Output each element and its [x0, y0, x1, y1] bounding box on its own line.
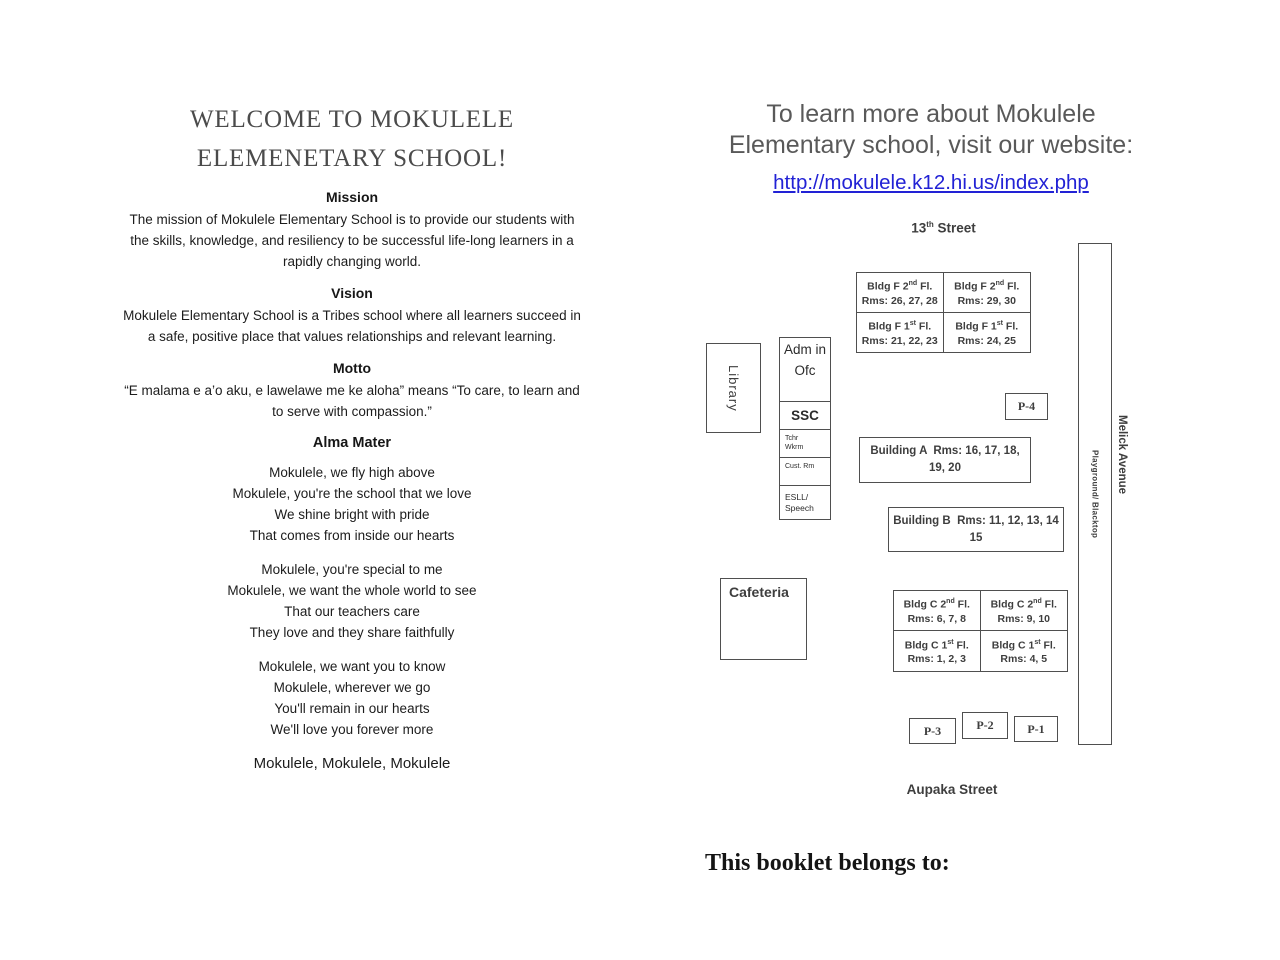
teacher-workroom-box: Tchr Wkrm: [779, 430, 831, 458]
website-callout-line2: Elementary school, visit our website:: [728, 131, 1134, 159]
alma-mater-verse-3: [117, 656, 587, 740]
building-f-grid: [856, 272, 1031, 353]
ssc-box: SSC: [779, 402, 831, 430]
melick-avenue-label-wrap: [1116, 395, 1128, 515]
building-c-cell: Bldg C 1st Fl. Rms: 4, 5: [991, 638, 1056, 666]
building-c-cell: Bldg C 2nd Fl. Rms: 9, 10: [981, 591, 1068, 631]
admin-column: [779, 337, 831, 520]
library-box: [706, 343, 761, 433]
street-13-ordinal: th: [926, 220, 934, 229]
esll-speech-box: ESLL/ Speech: [779, 486, 831, 520]
motto-section: [117, 358, 587, 422]
vision-section: [117, 283, 587, 347]
admin-office-box: Adm in Ofc: [779, 337, 831, 402]
room-list: Rms: 29, 30: [957, 294, 1016, 307]
room-list: Rms: 24, 25: [957, 334, 1016, 347]
verse-line: You'll remain in our hearts: [274, 701, 430, 716]
building-a-box: Building A Rms: 16, 17, 18, 19, 20: [859, 437, 1031, 483]
verse-line: Mokulele, we want the whole world to see: [227, 583, 477, 598]
cafeteria-box: Cafeteria: [720, 578, 807, 660]
verse-line: Mokulele, we fly high above: [269, 465, 435, 480]
page-title-line2: ELEMENETARY SCHOOL!: [196, 145, 508, 172]
booklet-owner-label: This booklet belongs to:: [705, 850, 950, 876]
street-label-13th: [856, 220, 1031, 236]
alma-mater-heading: Alma Mater: [312, 435, 392, 451]
melick-avenue-label: Melick Avenue: [1116, 415, 1128, 495]
street-label-aupaka: Aupaka Street: [906, 782, 998, 797]
verse-line: Mokulele, you're special to me: [261, 562, 443, 577]
verse-line: We'll love you forever more: [270, 722, 434, 737]
verse-line: They love and they share faithfully: [249, 625, 455, 640]
room-list: Rms: 26, 27, 28: [861, 294, 938, 307]
room-list: Rms: 9, 10: [997, 612, 1051, 625]
verse-line: Mokulele, we want you to know: [258, 659, 446, 674]
website-callout-line1: To learn more about Mokulele: [766, 100, 1096, 128]
vision-heading: Vision: [331, 285, 373, 301]
vision-text-line: Mokulele Elementary School is a Tribes school where all learners succeed in: [123, 308, 581, 323]
building-f-cell: Bldg F 2nd Fl. Rms: 26, 27, 28: [857, 273, 944, 313]
mission-text-line: the skills, knowledge, and resiliency to be successful life-long learners in a: [130, 233, 574, 248]
page-title-line1: WELCOME TO MOKULELE: [190, 106, 514, 133]
building-c-cell: Bldg C 2nd Fl. Rms: 6, 7, 8: [894, 591, 981, 631]
website-link[interactable]: http://mokulele.k12.hi.us/index.php: [773, 171, 1089, 194]
motto-heading: Motto: [332, 360, 372, 376]
motto-text-line: to serve with compassion.”: [272, 404, 432, 419]
room-list: Rms: 21, 22, 23: [861, 334, 938, 347]
playground-label: Playground/ Blacktop: [1090, 449, 1100, 539]
verse-line: Mokulele, wherever we go: [273, 680, 431, 695]
mission-text-line: The mission of Mokulele Elementary School is to provide our students with: [129, 212, 575, 227]
building-b-box: Building B Rms: 11, 12, 13, 14 15: [888, 507, 1064, 552]
custodian-room-box: Cust. Rm: [779, 458, 831, 486]
street-13-word: Street: [933, 220, 976, 236]
building-c-cell: Bldg C 1st Fl. Rms: 1, 2, 3: [894, 631, 981, 671]
portable-p1-box: P-1: [1014, 716, 1058, 742]
building-f-cell: Bldg F 2nd Fl. Rms: 29, 30: [944, 273, 1031, 313]
playground-blacktop-strip: [1078, 243, 1112, 745]
alma-mater-verse-2: [117, 559, 587, 643]
room-list: Rms: 6, 7, 8: [907, 612, 966, 625]
building-f-cell: Bldg F 1st Fl. Rms: 24, 25: [955, 320, 1019, 347]
street-13-number: 13: [911, 220, 927, 236]
left-page: [117, 100, 587, 775]
verse-line: That our teachers care: [284, 604, 420, 619]
portable-p4-box: P-4: [1005, 393, 1048, 420]
portable-p3-box: P-3: [909, 718, 956, 744]
room-list: Rms: 4, 5: [1000, 653, 1048, 666]
page-title: [117, 100, 587, 178]
portable-p2-box: P-2: [962, 712, 1008, 739]
room-list: Rms: 1, 2, 3: [907, 653, 966, 666]
alma-mater-finale: Mokulele, Mokulele, Mokulele: [253, 755, 451, 772]
website-callout: [690, 99, 1172, 161]
mission-section: [117, 187, 587, 272]
library-label: Library: [726, 364, 741, 412]
alma-mater-verse-1: [117, 462, 587, 546]
building-c-grid: [893, 590, 1068, 672]
vision-text-line: a safe, positive place that values relationships and relevant learning.: [147, 329, 557, 344]
building-f-cell: Bldg F 1st Fl. Rms: 21, 22, 23: [857, 313, 944, 353]
mission-text-line: rapidly changing world.: [282, 254, 422, 269]
website-link-row: [690, 170, 1172, 195]
motto-text-line: “E malama e a’o aku, e lawelawe me ke aloha” means “To care, to learn and: [124, 383, 580, 398]
verse-line: Mokulele, you're the school that we love: [232, 486, 472, 501]
verse-line: That comes from inside our hearts: [249, 528, 455, 543]
verse-line: We shine bright with pride: [274, 507, 430, 522]
mission-heading: Mission: [325, 189, 379, 205]
